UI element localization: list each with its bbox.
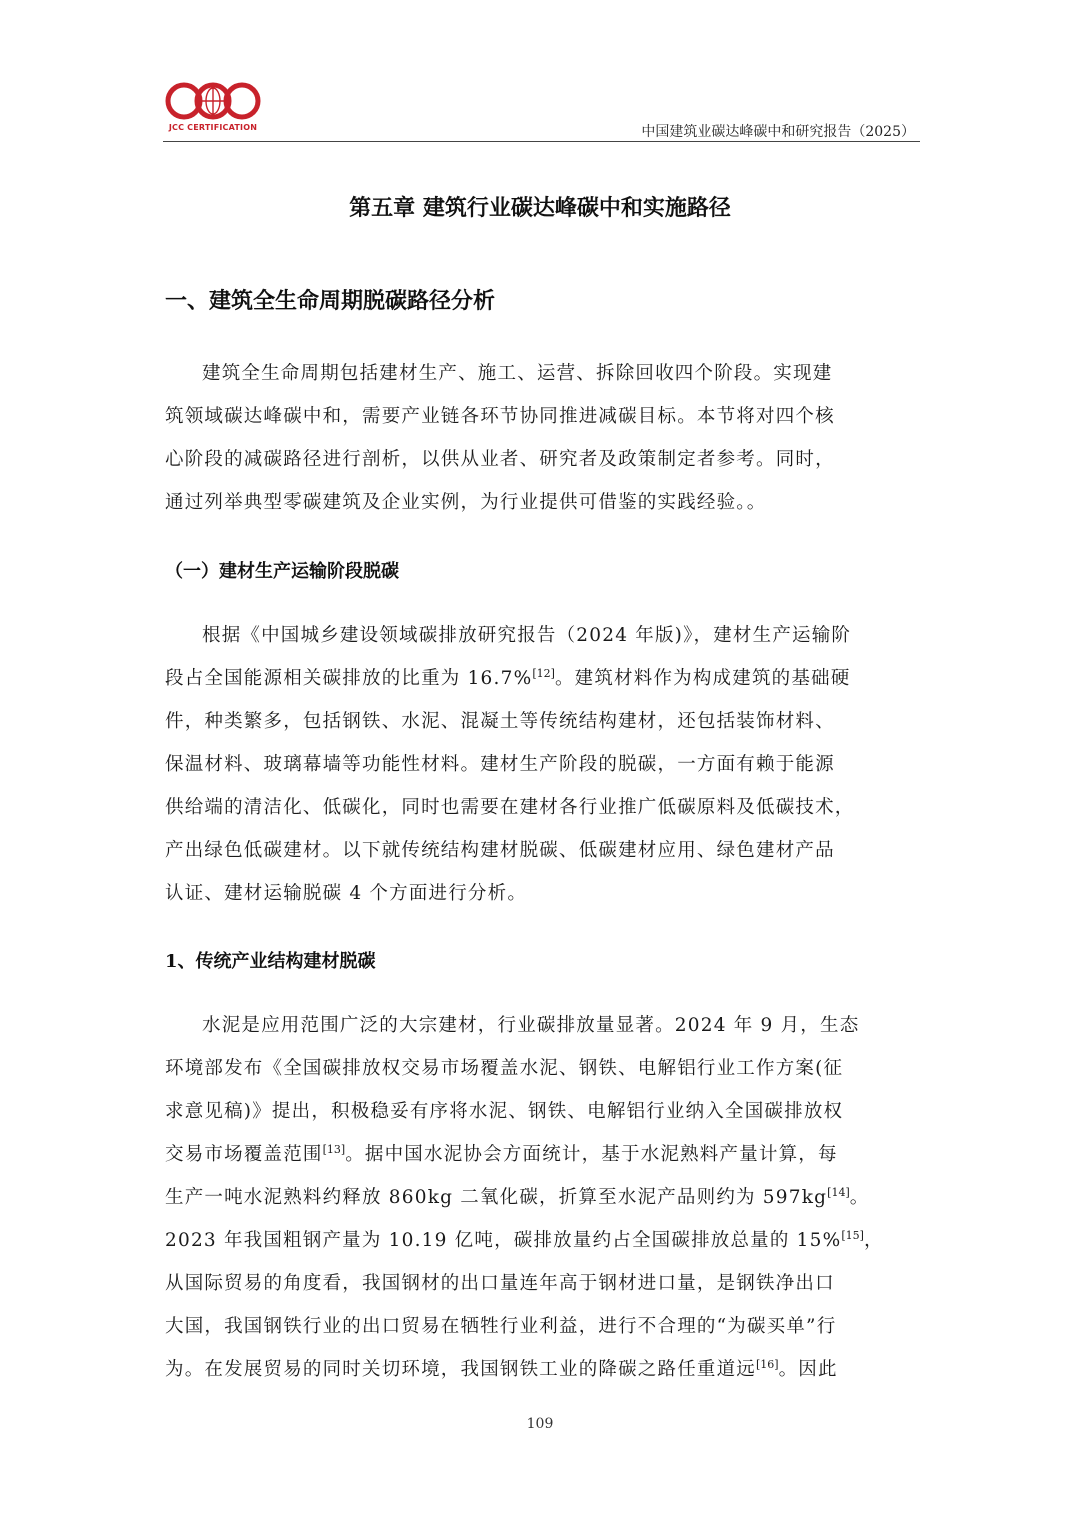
- report-title: 中国建筑业碳达峰碳中和研究报告（2025）: [641, 124, 915, 140]
- paragraph-line: 求意见稿)》提出，积极稳妥有序将水泥、钢铁、电解铝行业纳入全国碳排放权: [165, 1101, 844, 1122]
- citation-ref[interactable]: [12]: [532, 667, 555, 680]
- paragraph-line: 产出绿色低碳建材。以下就传统结构建材脱碳、低碳建材应用、绿色建材产品: [165, 840, 835, 861]
- paragraph-line: 水泥是应用范围广泛的大宗建材，行业碳排放量显著。2024 年 9 月，生态: [202, 1015, 860, 1036]
- paragraph-line: 大国，我国钢铁行业的出口贸易在牺牲行业利益，进行不合理的“为碳买单”行: [165, 1316, 837, 1337]
- header-divider: [163, 141, 920, 142]
- paragraph-line: 供给端的清洁化、低碳化，同时也需要在建材各行业推广低碳原料及低碳技术，: [165, 797, 855, 818]
- paragraph-line: 保温材料、玻璃幕墙等功能性材料。建材生产阶段的脱碳，一方面有赖于能源: [165, 754, 835, 775]
- paragraph-line: 心阶段的减碳路径进行剖析，以供从业者、研究者及政策制定者参考。同时，: [165, 449, 835, 470]
- subsection-title: （一）建材生产运输阶段脱碳: [165, 561, 399, 582]
- item-title: 1、传统产业结构建材脱碳: [165, 951, 376, 972]
- citation-ref[interactable]: [13]: [322, 1143, 346, 1156]
- paragraph-line: 环境部发布《全国碳排放权交易市场覆盖水泥、钢铁、电解铝行业工作方案(征: [165, 1058, 844, 1079]
- intro-paragraph: [165, 352, 916, 524]
- paragraph-line: 交易市场覆盖范围[13]。据中国水泥协会方面统计，基于水泥熟料产量计算，每: [165, 1143, 838, 1165]
- chapter-title: 第五章 建筑行业碳达峰碳中和实施路径: [349, 195, 731, 221]
- section-title: 一、建筑全生命周期脱碳路径分析: [165, 288, 496, 314]
- paragraph-line: 从国际贸易的角度看，我国钢材的出口量连年高于钢材进口量，是钢铁净出口: [165, 1273, 835, 1294]
- paragraph-line: 2023 年我国粗钢产量为 10.19 亿吨，碳排放量约占全国碳排放总量的 15%[15]，: [165, 1229, 884, 1251]
- citation-ref[interactable]: [16]: [756, 1358, 779, 1371]
- paragraph-building-materials: [165, 614, 916, 915]
- paragraph-line: 筑领域碳达峰碳中和，需要产业链各环节协同推进减碳目标。本节将对四个核: [165, 406, 835, 427]
- paragraph-line: 通过列举典型零碳建筑及企业实例，为行业提供可借鉴的实践经验。。: [165, 492, 767, 513]
- citation-ref[interactable]: [15]: [841, 1229, 864, 1242]
- paragraph-line: 为。在发展贸易的同时关切环境，我国钢铁工业的降碳之路任重道远[16]。因此: [165, 1358, 838, 1380]
- paragraph-line: 段占全国能源相关碳排放的比重为 16.7%[12]。建筑材料作为构成建筑的基础硬: [165, 667, 851, 689]
- paragraph-line: 生产一吨水泥熟料约释放 860kg 二氧化碳，折算至水泥产品则约为 597kg[14]。: [165, 1186, 870, 1208]
- paragraph-line: 建筑全生命周期包括建材生产、施工、运营、拆除回收四个阶段。实现建: [202, 363, 833, 384]
- page-number: 109: [526, 1416, 554, 1432]
- citation-ref[interactable]: [14]: [827, 1186, 850, 1199]
- paragraph-line: 根据《中国城乡建设领域碳排放研究报告（2024 年版)》，建材生产运输阶: [202, 625, 852, 646]
- paragraph-line: 件，种类繁多，包括钢铁、水泥、混凝土等传统结构建材，还包括装饰材料、: [165, 711, 835, 732]
- paragraph-line: 认证、建材运输脱碳 4 个方面进行分析。: [165, 883, 528, 904]
- logo-text: JCC CERTIFICATION: [168, 123, 258, 132]
- paragraph-cement-steel: [165, 1004, 916, 1391]
